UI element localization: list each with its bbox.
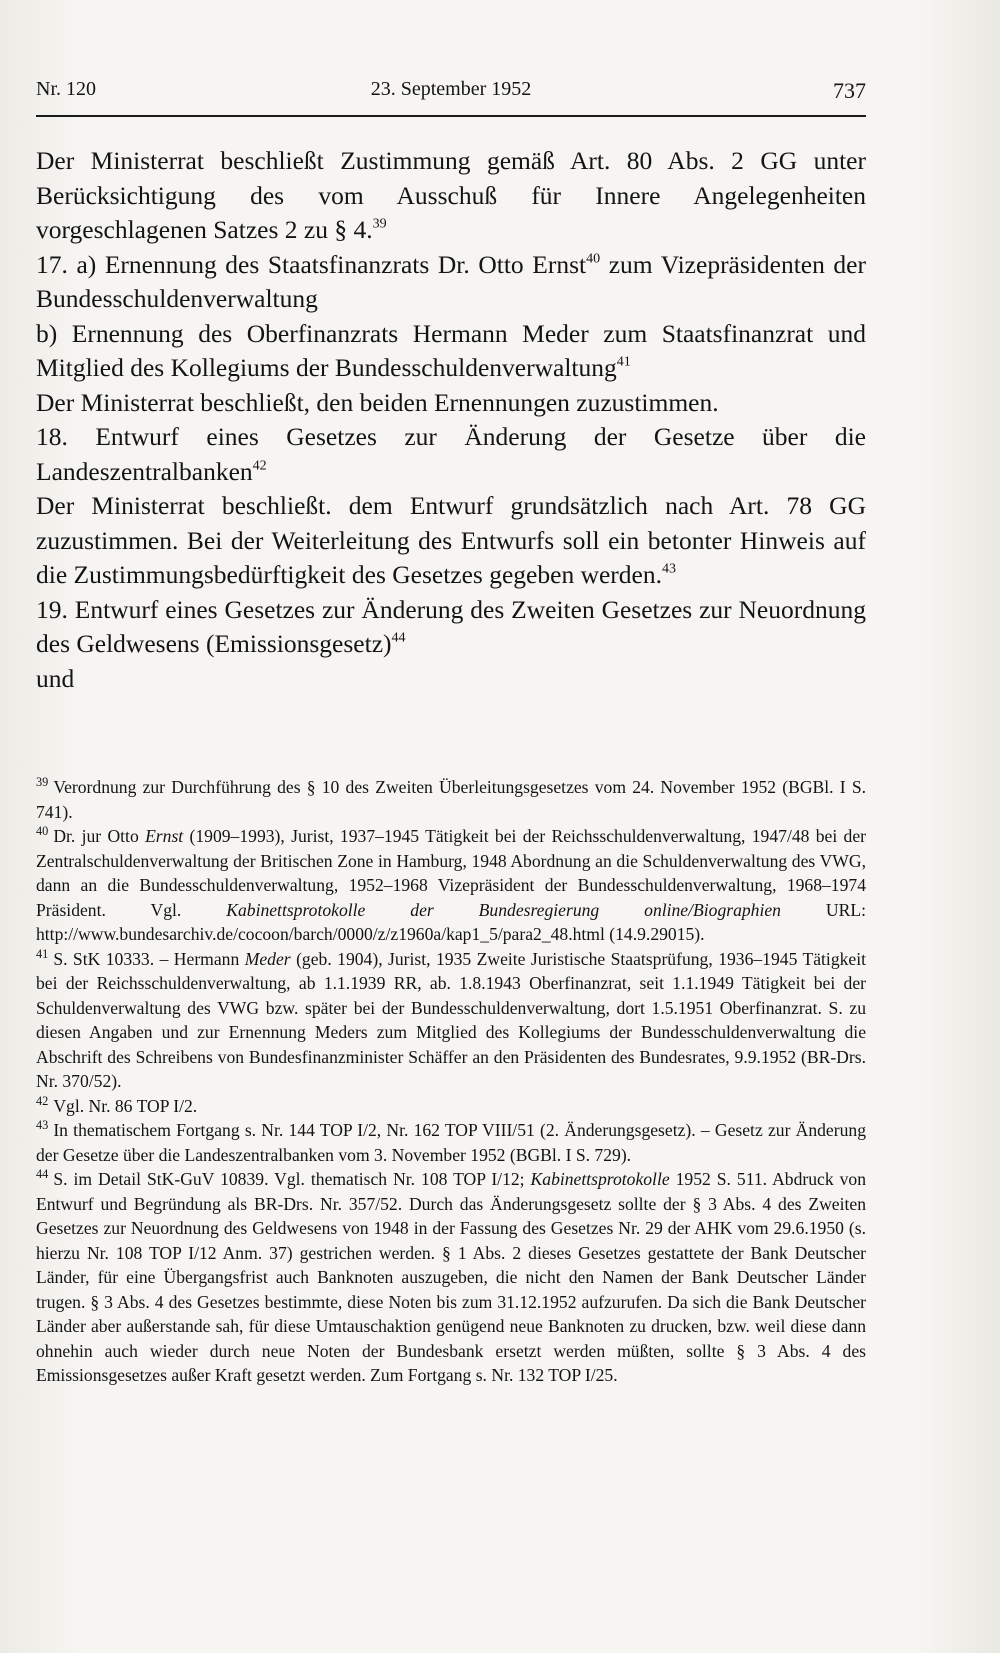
footnote-41 (36, 947, 866, 1094)
paragraph-text: 19. Entwurf eines Gesetzes zur Änderung des Zweiten Gesetzes zur Neuordnung des Geldwesens (Emissionsgesetz) (36, 594, 866, 658)
footnote-text: S. im Detail StK-GuV 10839. Vgl. thematisch Nr. 108 TOP I/12; (53, 1169, 531, 1189)
paragraph-decision-3 (36, 489, 866, 593)
footnote-person-name: Meder (244, 948, 291, 969)
footnote-text: Verordnung zur Durchführung des § 10 des Zweiten Überleitungsgesetzes vom 24. November 1952 (BGBl. I S. 741). (36, 777, 866, 822)
footnote-ref-44: 44 (391, 630, 406, 646)
paragraph-item-17b (36, 317, 866, 386)
paragraph-text: Der Ministerrat beschließt. dem Entwurf grundsätzlich nach Art. 78 GG zuzustimmen. Bei der Weiterleitung des Entwurfs soll ein betonter Hinweis auf die Zustimmungsbedürftigkeit des Gesetzes gegeben werden. (36, 491, 866, 589)
paragraph-decision-2 (36, 386, 866, 421)
footnote-work-title: Kabinettsprotokolle der Bundesregierung online/Biographien (226, 899, 781, 920)
main-text (36, 144, 866, 696)
paragraph-und (36, 662, 866, 697)
paragraph-text: Der Ministerrat beschließt Zustimmung gemäß Art. 80 Abs. 2 GG unter Berücksichtigung des vom Ausschuß für Innere Angelegenheiten vorgeschlagenen Satzes 2 zu § 4. (36, 146, 866, 244)
paragraph-text: Der Ministerrat beschließt, den beiden Ernennungen zuzustimmen. (36, 387, 719, 417)
footnote-42 (36, 1094, 866, 1119)
footnote-number: 42 (36, 1093, 49, 1108)
footnote-ref-41: 41 (616, 354, 631, 370)
header-page-number: 737 (833, 78, 866, 103)
paragraph-item-18 (36, 420, 866, 489)
footnote-43 (36, 1118, 866, 1167)
paragraph-item-19 (36, 593, 866, 662)
paragraph-decision-1 (36, 144, 866, 248)
footnote-number: 39 (36, 775, 49, 790)
page-header (36, 78, 866, 112)
footnote-text: URL: http://www.bundesarchiv.de/cocoon/barch/0000/z/z1960a/kap1_5/para2_48.html (14.9.29015). (36, 899, 866, 944)
footnote-number: 40 (36, 824, 49, 839)
paragraph-text: 17. a) Ernennung des Staatsfinanzrats Dr. Otto Ernst (36, 249, 587, 279)
footnote-ref-40: 40 (586, 250, 601, 266)
paragraph-text: und (36, 663, 75, 693)
paragraph-text: b) Ernennung des Oberfinanzrats Hermann Meder zum Staatsfinanzrat und Mitglied des Kollegiums der Bundesschuldenverwaltung (36, 318, 866, 382)
footnote-text: In thematischem Fortgang s. Nr. 144 TOP I/2, Nr. 162 TOP VIII/51 (2. Änderungsgesetz). – Gesetz zur Änderung der Gesetze über die Landeszentralbanken vom 3. November 1952 (BGBl. I S. 729). (36, 1120, 866, 1165)
footnote-text: 1952 S. 511. Abdruck von Entwurf und Begründung als BR-Drs. Nr. 357/52. Durch das Änderungsgesetz sollte der § 3 Abs. 4 des Zweiten Gesetzes zur Neuordnung des Geldwesens von 1948 in der Fassung des Gesetzes Nr. 29 der AHK vom 29.6.1950 (s. hierzu Nr. 108 TOP I/12 Anm. 37) gestrichen werden. § 1 Abs. 2 dieses Gesetzes gestattete der Bank Deutscher Länder, für eine Übergangsfrist auch Banknoten auszugeben, die nicht den Namen der Bank Deutscher Länder trugen. § 3 Abs. 4 des Gesetzes bestimmte, diese Noten bis zum 31.12.1952 aufzurufen. Da sich die Bank Deutscher Länder aber außerstande sah, für diese Umtauschaktion genügend neue Banknoten zu drucken, bzw. weil diese dann ohnehin auch wieder durch neue Noten der Bundesbank ersetzt werden müßten, sollte § 3 Abs. 4 des Emissionsgesetzes außer Kraft gesetzt werden. Zum Fortgang s. Nr. 132 TOP I/25. (36, 1169, 866, 1385)
footnotes (36, 775, 866, 1388)
paragraph-item-17a (36, 248, 866, 317)
footnote-number: 44 (36, 1167, 49, 1182)
footnote-text: S. StK 10333. – Hermann (53, 948, 245, 969)
header-rule (36, 115, 866, 117)
footnote-person-name: Ernst (145, 826, 184, 846)
footnote-text: (1909–1993), Jurist, 1937–1945 Tätigkeit bei der Reichsschuldenverwaltung, 1947/48 bei der Zentralschuldenverwaltung der Britischen Zone in Hamburg, 1948 Abordnung an die Schuldenverwaltung des VWG, dann an die Bundesschuldenverwaltung, 1952–1968 Vizepräsident der Bundesschuldenverwaltung, 1968–1974 Präsident. Vgl. (36, 826, 867, 920)
footnote-44 (36, 1167, 866, 1388)
paragraph-text: 18. Entwurf eines Gesetzes zur Änderung der Gesetze über die Landeszentralbanken (36, 422, 866, 486)
footnote-text: Dr. jur Otto (53, 826, 146, 846)
paragraph-text: zum Vizepräsidenten der Bundesschuldenverwaltung (36, 249, 866, 313)
footnote-ref-42: 42 (252, 457, 267, 473)
footnote-text: (geb. 1904), Jurist, 1935 Zweite Juristische Staatsprüfung, 1936–1945 Tätigkeit bei der Reichsschuldenverwaltung, ab 1.1.1939 RR, ab. 1.8.1943 Oberfinanzrat, seit 1.1.1949 Tätigkeit bei der Schuldenverwaltung des VWG bzw. später bei der Bundesschuldenverwaltung, dort 1.5.1951 Oberfinanzrat. S. zu diesen Angaben und zur Ernennung Meders zum Mitglied des Kollegiums der Bundesschuldenverwaltung die Abschrift des Schreibens von Bundesfinanzminister Schäffer an den Präsidenten des Bundesrates, 9.9.1952 (BR-Drs. Nr. 370/52). (36, 948, 866, 1091)
footnote-number: 41 (36, 946, 49, 961)
footnote-ref-43: 43 (661, 561, 676, 577)
header-date: 23. September 1952 (370, 78, 532, 100)
footnote-ref-39: 39 (372, 216, 387, 232)
footnote-number: 43 (36, 1118, 49, 1133)
footnote-work-title: Kabinettsprotokolle (530, 1169, 670, 1189)
footnote-text: Vgl. Nr. 86 TOP I/2. (53, 1095, 198, 1116)
footnote-39 (36, 775, 866, 824)
header-document-number: Nr. 120 (36, 78, 96, 100)
footnote-40 (36, 824, 866, 947)
